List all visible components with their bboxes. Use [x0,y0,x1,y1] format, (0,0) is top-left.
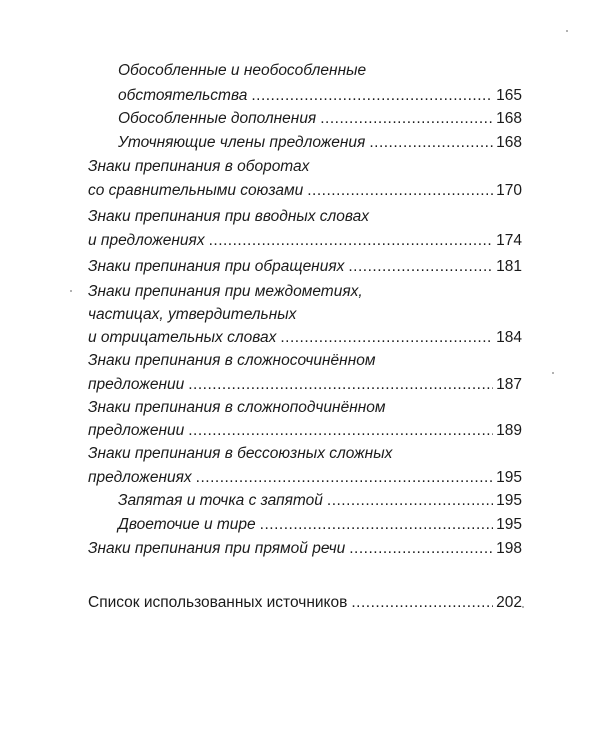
toc-page-number[interactable]: 189 [496,422,522,439]
toc-entry-title-end: и отрицательных словах [88,329,277,346]
toc-entry-last-line [88,230,522,252]
toc-entry-last-line [88,467,522,489]
toc-page-number[interactable]: 165 [496,87,522,104]
dot-leader [188,374,493,396]
scan-speck [70,290,72,292]
scan-speck [566,30,568,32]
toc-entry-title-end: предложениях [88,469,192,486]
toc-entry-title-end: Запятая и точка с запятой [118,492,323,509]
dot-leader [327,490,493,512]
toc-entry-last-line [118,490,522,512]
toc-entry-last-line [88,180,522,202]
toc-page-number[interactable]: 195 [496,492,522,509]
toc-entry-title-end: предложении [88,422,185,439]
toc-entry-last-line [88,256,522,278]
dot-leader [307,180,493,202]
dot-leader [188,420,493,442]
toc-entry-last-line [88,420,522,442]
toc-entry-title-end: Обособленные дополнения [118,110,317,127]
toc-entry-title-end: Двоеточие и тире [118,516,256,533]
toc-page-number[interactable]: 187 [496,376,522,393]
toc-page-number[interactable]: 174 [496,232,522,249]
toc-entry-title-line: частицах, утвердительных [88,306,297,323]
toc-entry-title-line: Обособленные и необособленные [118,62,367,79]
toc-entry-last-line [118,132,522,154]
toc-entry-last-line [88,327,522,349]
dot-leader [251,85,493,107]
toc-entry-last-line [88,592,522,614]
toc-entry-last-line [88,538,522,560]
toc-entry-last-line [88,374,522,396]
toc-page-number[interactable]: 202 [496,594,522,611]
toc-entry-title-line: Знаки препинания в оборотах [88,158,310,175]
toc-entry-last-line [118,108,522,130]
toc-entry-title-line: Знаки препинания при междометиях, [88,283,363,300]
toc-page-number[interactable]: 168 [496,134,522,151]
toc-page-number[interactable]: 181 [496,258,522,275]
toc-entry-title-end: Уточняющие члены предложения [118,134,366,151]
toc-entry-title-end: со сравнительными союзами [88,182,304,199]
dot-leader [209,230,494,252]
toc-page-number[interactable]: 195 [496,516,522,533]
toc-entry-title-end: обстоятельства [118,87,248,104]
toc-entry-title-line: Знаки препинания при вводных словах [88,208,370,225]
toc-entry-last-line [118,514,522,536]
dot-leader [280,327,493,349]
toc-entry-title-line: Знаки препинания в бессоюзных сложных [88,445,393,462]
toc-entry-title-end: Знаки препинания при обращениях [88,258,345,275]
dot-leader [348,256,493,278]
toc-entry-title-end: предложении [88,376,185,393]
toc-page-number[interactable]: 195 [496,469,522,486]
toc-entry-title-line: Знаки препинания в сложноподчинённом [88,399,386,416]
dot-leader [260,514,493,536]
toc-page-number[interactable]: 168 [496,110,522,127]
toc-page-number[interactable]: 198 [496,540,522,557]
dot-leader [320,108,493,130]
dot-leader [349,538,493,560]
dot-leader [196,467,493,489]
scan-speck [552,372,554,374]
toc-entry-title-line: Знаки препинания в сложносочинённом [88,352,376,369]
toc-entry-last-line [118,85,522,107]
dot-leader [351,592,493,614]
toc-entry-title-end: Список использованных источников [88,594,348,611]
toc-page-number[interactable]: 184 [496,329,522,346]
toc-entry-title-end: и предложениях [88,232,205,249]
scan-speck [522,606,524,608]
toc-entry-title-end: Знаки препинания при прямой речи [88,540,346,557]
dot-leader [369,132,493,154]
toc-page-number[interactable]: 170 [496,182,522,199]
